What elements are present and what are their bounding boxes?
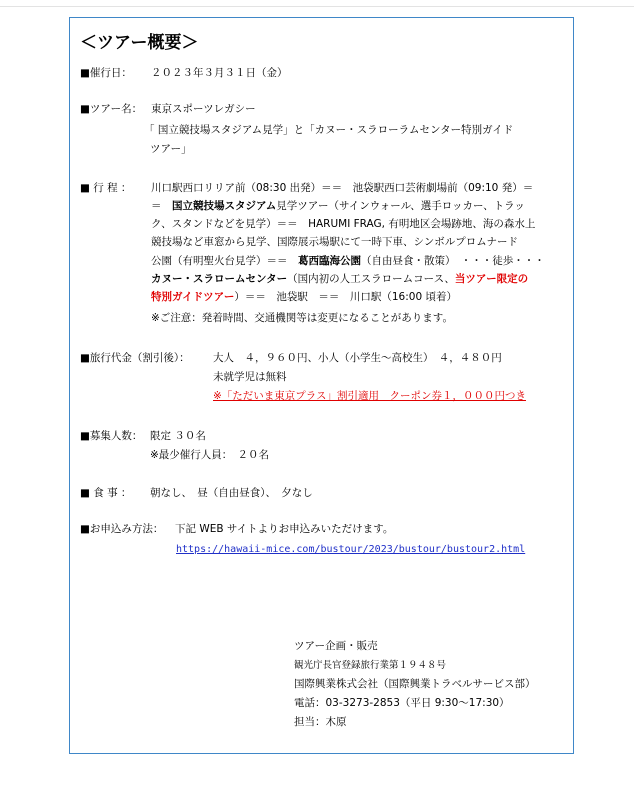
tour-name: 東京スポーツレガシー <box>151 103 256 115</box>
date-label: ■催行日： <box>80 67 132 79</box>
tour-name-label: ■ツアー名： <box>80 103 143 115</box>
organizer-phone: 電話：03-3273-2853（平日 9:30～17:30） <box>294 697 510 709</box>
itinerary-line6-mid: （国内初の人工スラロームコース、 <box>287 273 455 285</box>
itinerary-line7 <box>151 291 457 304</box>
price-label: ■旅行代金（割引後）： <box>80 352 190 364</box>
itinerary-line2-rest: 見学ツアー（サインウォール、選手ロッカー、トラッ <box>276 200 525 212</box>
capacity-value: 限定 ３０名 <box>150 430 206 442</box>
organizer-company: 国際興業株式会社（国際興業トラベルサービス部） <box>294 678 536 690</box>
organizer-heading: ツアー企画・販売 <box>294 640 378 652</box>
itinerary-line6 <box>151 273 528 286</box>
national-stadium: 国立競技場スタジアム <box>172 200 277 212</box>
tour-name-line2: 「 国立競技場スタジアム見学」と「カヌー・スラローラムセンター特別ガイド <box>144 124 514 136</box>
capacity-minimum: ※最少催行人員： ２０名 <box>150 449 270 461</box>
canoe-slalom-center: カヌー・スラロームセンター <box>151 273 288 285</box>
itinerary-line7-rest: ）＝＝ 池袋駅 ＝＝ 川口駅（16:00 頃着） <box>234 291 457 303</box>
apply-label: ■お申込み方法： <box>80 523 164 535</box>
organizer-registration: 観光庁長官登録旅行業第１９４８号 <box>294 660 447 671</box>
price-line2: 未就学児は無料 <box>213 371 287 383</box>
meals-label: ■ 食 事 ： <box>80 487 132 499</box>
coupon-note: ※「ただいま東京プラス」割引適用 クーポン券１，０００円つき <box>213 390 526 402</box>
tour-exclusive-highlight: 当ツアー限定の <box>454 273 529 285</box>
itinerary-line5-prefix: 公園（有明聖火台見学）＝＝ <box>151 255 298 267</box>
apply-text: 下記 WEB サイトよりお申込みいただけます。 <box>175 523 394 535</box>
itinerary-note: ※ご注意：発着時間、交通機関等は変更になることがあります。 <box>151 312 453 324</box>
itinerary-line5-rest: （自由昼食・散策） ・・・徒歩・・・ <box>361 255 545 267</box>
special-guide-tour-highlight: 特別ガイドツアー <box>151 291 235 303</box>
itinerary-line5 <box>151 255 545 268</box>
organizer-contact: 担当：木原 <box>294 716 347 728</box>
kasai-rinkai-park: 葛西臨海公園 <box>298 255 361 267</box>
date-value: ２０２３年３月３１日（金） <box>151 67 288 79</box>
tour-name-line3: ツアー」 <box>150 143 192 155</box>
capacity-label: ■募集人数： <box>80 430 143 442</box>
page-top-edge <box>0 0 634 7</box>
meals-value: 朝なし、 昼（自由昼食）、 夕なし <box>150 487 313 499</box>
itinerary-line1: 川口駅西口リリア前（08:30 出発）＝＝ 池袋駅西口芸術劇場前（09:10 発）＝ <box>151 182 534 194</box>
itinerary-line2 <box>151 200 525 213</box>
price-line1: 大人 ４，９６０円、小人（小学生～高校生） ４，４８０円 <box>213 352 502 364</box>
itinerary-line2-prefix: ＝ <box>151 200 172 212</box>
apply-url-link[interactable]: https://hawaii-mice.com/bustour/2023/bustour/bustour2.html <box>176 544 526 555</box>
itinerary-line4: 競技場など車窓から見学、国際展示場駅にて一時下車、シンボルプロムナード <box>151 236 519 248</box>
page-title: ＜ツアー概要＞ <box>80 33 199 53</box>
itinerary-line3: ク、スタンドなどを見学）＝＝ HARUMI FRAG, 有明地区会場跡地、海の森水上 <box>151 218 536 230</box>
itinerary-label: ■ 行 程 ： <box>80 182 132 194</box>
